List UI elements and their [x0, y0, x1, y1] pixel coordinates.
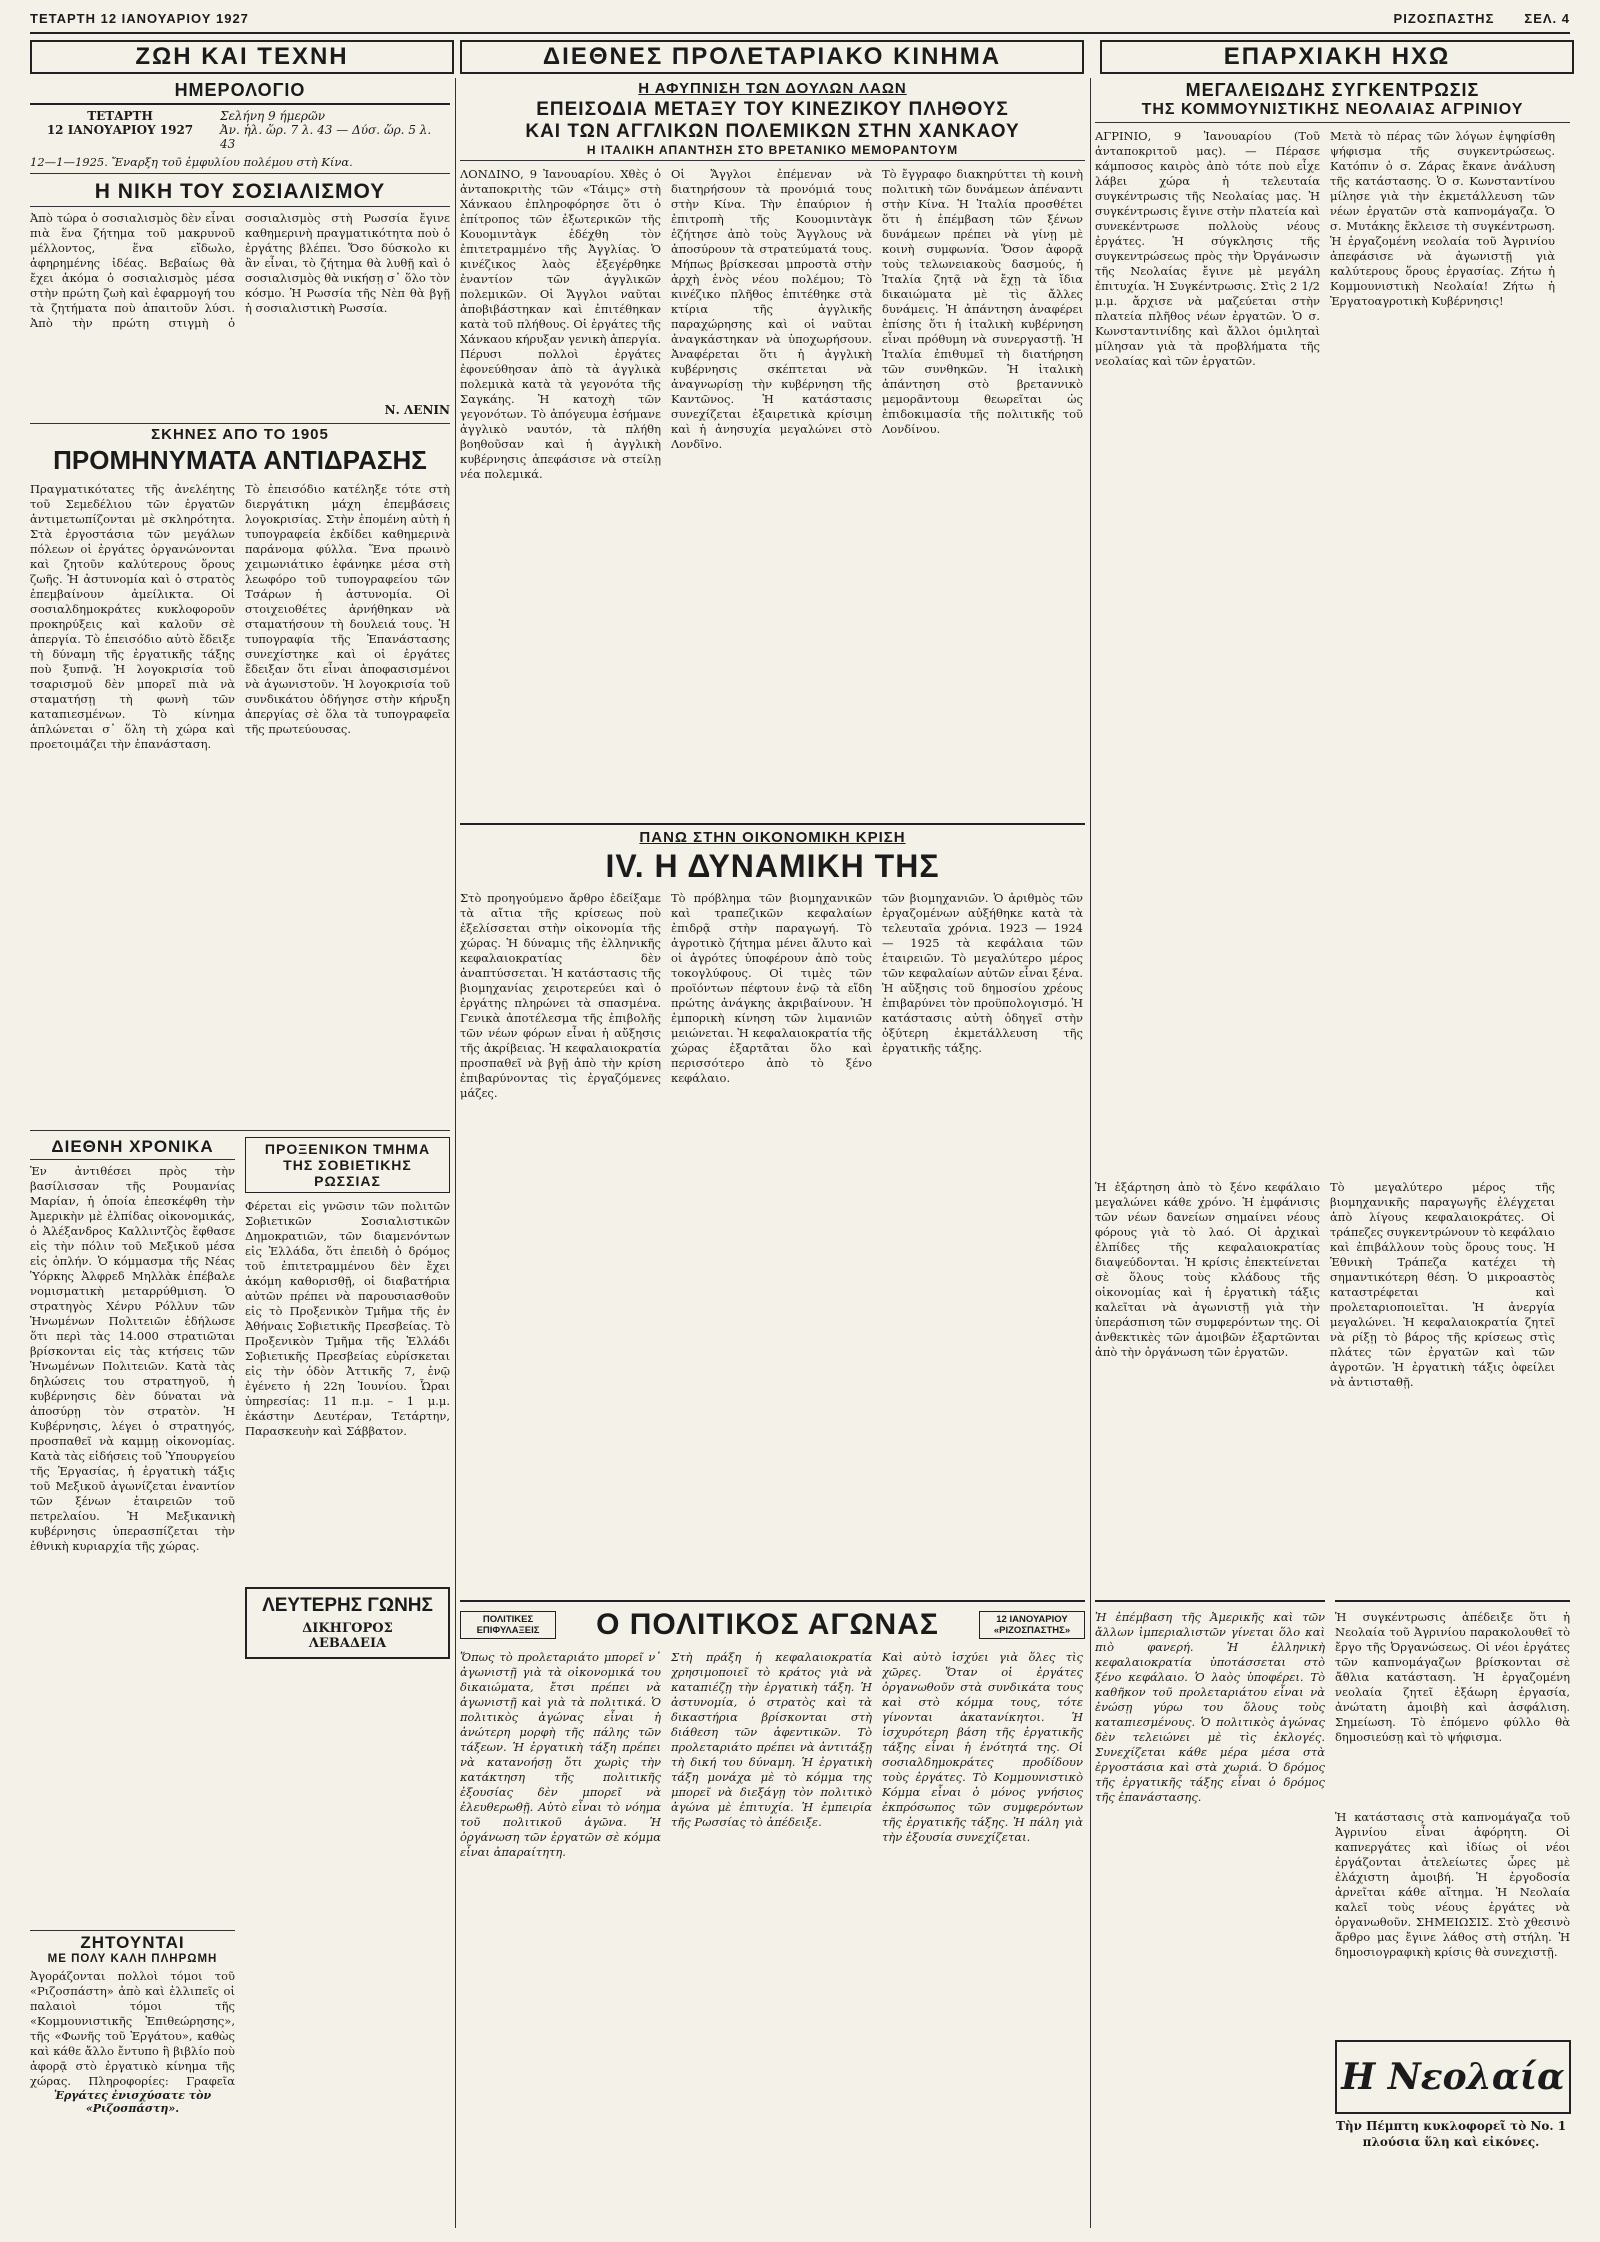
- consulate-body: Φέρεται εἰς γνῶσιν τῶν πολιτῶν Σοβιετικῶν Σοσιαλιστικῶν Δημοκρατιῶν, τῶν διαμενόντων εἰς Ἑλλάδα, ὅτι ἐπειδὴ ὁ δρόμος τοῦ ἐπιτετραμμένου δὲν ἔχει ἀκόμη καθορισθῇ, οἱ διαβατήρια αὐτῶν πρέπει νὰ παρουσιασθοῦν εἰς τὸ Προξενικὸν Τμῆμα τῆς ἐν Ἀθήναις Σοβιετικῆς Πρεσβείας. Τὸ Προξενικὸν Τμῆμα τῆς Ἑλλάδι Σοβιετικῆς Πρεσβείας εὑρίσκεται εἰς τὴν ὁδὸν Ἀττικῆς 7, ἐνῷ ἐγένετο ἡ 22η Ἰουνίου. Ὧραι ὑπηρεσίας: 11 π.μ. – 1 μ.μ. ἑκάστην Δευτέραν, Τετάρτην, Παρασκευὴν καὶ Σάββατον.: [245, 1199, 450, 1438]
- chronicle-body: Ἐν ἀντιθέσει πρὸς τὴν βασίλισσαν τῆς Ρουμανίας Μαρίαν, ἡ ὁποία ἐπεσκέφθη τὴν Ἀμερικὴν μὲ ἐλπίδας οἰκονομικάς, ὁ Ἀλέξανδρος Καλλιντζὸς ἔφθασε εἰς τὴν πόλιν τοῦ Μεξικοῦ μέσα εἰς ὁπλήν. Ὁ κόμμασμα τῆς Νέας Ὑόρκης Ἀλφρεδ Μηλλὰκ ἐπέβαλε νομισματικὴ μεταρρύθμιση. Ὁ στρατηγὸς Χένρυ Ρόλλυν τῶν Ἡνωμένων Πολιτειῶν ἐδήλωσε ὅτι περὶ τὰς 14.000 στρατιῶται βρίσκονται εἰς τὰς κτήσεις τῶν Ἡνωμένων Πολιτειῶν. Κατὰ τὰς δηλώσεις του στρατηγοῦ, ἡ κυβέρνησις δὲν δύναται νὰ ἀποσύρῃ τὸν στρατὸν. Ἡ Κυβέρνησις, λέγει ὁ στρατηγός, προσπαθεῖ νὰ καμμῃ οἰκονομίας. Κατὰ τὰς εἰδήσεις τοῦ Ὑπουργείου τῆς Ἐργασίας, ἡ ἐργατικὴ τάξις τοῦ Μεξικοῦ ἀγωνίζεται ἐναντίον τῶν ξένων ἑταιρειῶν τοῦ πετρελαίου. Ἡ Μεξικανικὴ κυβέρνησις ὑπερασπίζεται τὴν ἐθνικὴ κυριαρχία τῆς χώρας.: [30, 1164, 235, 1553]
- crisis-continuation: [1095, 1180, 1570, 1580]
- victory-signature: Ν. ΛΕΝΙΝ: [384, 403, 450, 417]
- politics-col3: Καὶ αὐτὸ ἰσχύει γιὰ ὅλες τὶς χῶρες. Ὅταν οἱ ἐργάτες ὀργανωθοῦν στὰ συνδικάτα τους καὶ στὸ κόμμα τους, τότε γίνονται ἀκατανίκητοι. Ἡ ἰσχυρότερη βάση τῆς ἐργατικῆς τάξης εἶναι ἡ ἑνότητά της. Οἱ σοσιαλδημοκράτες προδίδουν τοὺς ἐργάτες. Τὸ Κομμουνιστικὸ Κόμμα εἶναι ὁ μόνος γνήσιος ἐκπρόσωπος τῶν συμφερόντων τῆς ἐργατικῆς τάξης. Ἡ πάλη γιὰ τὴν ἐξουσία συνεχίζεται.: [882, 1650, 1083, 1844]
- consulate-column: [245, 1137, 450, 2115]
- awakening-title1: ΕΠΕΙΣΟΔΙΑ ΜΕΤΑΞΥ ΤΟΥ ΚΙΝΕΖΙΚΟΥ ΠΛΗΘΟΥΣ: [536, 99, 1009, 120]
- scenes-title: ΠΡΟΜΗΝΥΜΑΤΑ ΑΝΤΙΔΡΑΣΗΣ: [53, 445, 427, 475]
- calendar-date: 12 ΙΑΝΟΥΑΡΙΟΥ 1927: [46, 123, 194, 137]
- masthead-page: ΣΕΛ. 4: [1524, 10, 1570, 26]
- section-banner-center: ΔΙΕΘΝΕΣ ΠΡΟΛΕΤΑΡΙΑΚΟ ΚΙΝΗΜΑ: [460, 40, 1084, 74]
- politics-col4: Ἡ ἐπέμβαση τῆς Ἀμερικῆς καὶ τῶν ἄλλων ἱμπεριαλιστῶν γίνεται ὅλο καὶ πιὸ φανερή. Ἡ ἑλληνικὴ κεφαλαιοκρατία ὑποτάσσεται στὸ ξένο κεφάλαιο. Ὁ λαὸς ὑποφέρει. Τὸ καθῆκον τοῦ προλεταριάτου εἶναι νὰ ἑνώσῃ γύρω του ὅλους τοὺς καταπιεσμένους. Ὁ πολιτικὸς ἀγώνας δὲν τελειώνει μὲ τὶς ἐκλογές. Συνεχίζεται κάθε μέρα μέσα στὰ ἐργοστάσια καὶ στὰ χωριά. Ὁ δρόμος τῆς ἐργατικῆς τάξης εἶναι ὁ δρόμος τῆς ἐπανάστασης.: [1095, 1610, 1325, 1804]
- youth-title1: ΜΕΓΑΛΕΙΩΔΗΣ ΣΥΓΚΕΝΤΡΩΣΙΣ: [1185, 80, 1480, 100]
- youth-continuation: [1335, 1600, 1570, 2022]
- crisis-col2: Τὸ πρόβλημα τῶν βιομηχανικῶν καὶ τραπεζικῶν κεφαλαίων ἐπιδρᾷ στὴν παραγωγή. Τὸ ἀγροτικὸ ζήτημα μένει ἄλυτο καὶ οἱ ἀγρότες ὑποφέρουν ἀπὸ τοὺς τοκογλύφους. Οἱ τιμὲς τῶν προϊόντων πέφτουν ἐνῷ τὰ εἴδη πρώτης ἀνάγκης ἀκριβαίνουν. Ἡ ἐμπορικὴ κίνηση τῶν λιμανιῶν μειώνεται. Ἡ κεφαλαιοκρατία τῆς χώρας ἐξαρτᾶται ὅλο καὶ περισσότερο ἀπὸ τὸ ξένο κεφάλαιο.: [671, 891, 872, 1085]
- left-column: [30, 80, 450, 2230]
- masthead-paper: ΡΙΖΟΣΠΑΣΤΗΣ: [1393, 10, 1495, 26]
- youth-col1: ΑΓΡΙΝΙΟ, 9 Ἰανουαρίου (Τοῦ ἀνταποκριτοῦ μας). — Πέρασε κάμποσος καιρὸς ἀπὸ τότε ποὺ εἶχε λάβει χώρα ἡ τελευταία συγκέντρωσις τῆς Νεολαίας μας. Ἡ συγκέντρωσις ἔγινε στὴν πλατεία καὶ συνεκέντρωσε πολλοὺς νέους ἐργάτες. Ἡ σύγκλησις τῆς συγκεντρώσεως πρὸς τὴν Ὀργάνωσιν τῆς Νεολαίας ἔγινε μὲ μεγάλη ἐπιτυχία. Ἡ Συγκέντρωσις. Στὶς 2 1/2 μ.μ. ἄρχισε νὰ μαζεύεται στὴν πλατεία πλῆθος νέων ἐργατῶν. Ὁ σ. Κωνσταντινίδης καὶ ἄλλοι ὁμιληταὶ μίλησαν γιὰ τὰ προβλήματα τῆς νεολαίας καὶ τῶν ἐργατῶν.: [1095, 129, 1320, 368]
- chronicle-column: [30, 1137, 235, 2115]
- politics-continuation: [1095, 1600, 1325, 2232]
- masthead: [30, 8, 1570, 28]
- politics-title: Ο ΠΟΛΙΤΙΚΟΣ ΑΓΩΝΑΣ: [596, 1608, 939, 1641]
- awakening-columns: [460, 167, 1085, 817]
- victory-body: Ἀπὸ τώρα ὁ σοσιαλισμὸς δὲν εἶναι πιὰ ἕνα ζήτημα τοῦ μακρυνοῦ μέλλοντος, ἕνα εἴδωλο, ἀφηρημένης ἰδέας. Βεβαίως θὰ ἔχει ἀκόμα ὁ σοσιαλισμὸς μέσα στὴν πρώτη ζωὴ καὶ ἐφαρμογή του τὰ ζητήματα ποὺ ἀπαιτοῦν λύσι. Ἀπὸ τὴν πρώτη στιγμὴ ὁ σοσιαλισμὸς στὴ Ρωσσία ἔγινε καθημερινὴ πραγματικότητα ποὺ ὁ ἐργάτης βλέπει. Ὅσο δύσκολο κι ἂν εἶναι, τὸ ζήτημα θὰ λυθῇ καὶ ὁ σοσιαλισμὸς θὰ νικήσῃ σ᾽ ὅλο τὸν κόσμο. Ἡ Ρωσσία τῆς Νὲπ θὰ βγῇ ἡ σοσιαλιστικὴ Ρωσσία.: [30, 211, 450, 330]
- youth-columns: [1095, 129, 1570, 1169]
- crisis-kicker: ΠΑΝΩ ΣΤΗΝ ΟΙΚΟΝΟΜΙΚΗ ΚΡΙΣΗ: [639, 829, 906, 846]
- section-banner-left: ΖΩΗ ΚΑΙ ΤΕΧΝΗ: [30, 40, 454, 74]
- politics-columns: [460, 1650, 1085, 2210]
- scenes-body-left: Πραγματικότατες τῆς ἀνελέητης τοῦ Σεμεδέλιου τῶν ἐργατῶν ἀντιμετωπίζονται μὲ σκληρότητα. Στὰ ἐργοστάσια τῶν μεγάλων πόλεων οἱ ἐργάτες ὀργανώνονται καὶ ζητοῦν καλύτερους ὅρους ζωῆς. Ἡ ἀστυνομία καὶ ὁ στρατὸς ἐπεμβαίνουν ἀμείλικτα. Οἱ σοσιαλδημοκράτες κυκλοφοροῦν προκηρύξεις καὶ καλοῦν σὲ ἀπεργία. Τὸ ἐπεισόδιο αὐτὸ ἔδειξε τὴ δύναμη τῆς ἐργατικῆς τάξης ποὺ ξυπνᾷ. Ἡ λογοκρισία τοῦ τσαρισμοῦ δὲν μπορεῖ πιὰ νὰ σταματήσῃ τὴ φωνὴ τῶν καταπιεσμένων. Τὸ κίνημα ἁπλώνεται σ᾽ ὅλη τὴ χώρα καὶ προετοιμάζει τὴν ἐπανάσταση.: [30, 482, 235, 751]
- wanted-footer: Ἐργάτες ἐνισχύσατε τὸν «Ριζοσπάστη».: [53, 2089, 212, 2115]
- crisis-col1: Στὸ προηγούμενο ἄρθρο ἐδείξαμε τὰ αἴτια τῆς κρίσεως ποὺ ἐξελίσσεται στὴν οἰκονομία τῆς χώρας. Ἡ δύναμις τῆς ἐλληνικῆς κεφαλαιοκρατίας δὲν ἀναπτύσσεται. Ἡ κατάστασις τῆς βιομηχανίας χειροτερεύει καὶ ὁ ἐργάτης πληρώνει τὰ σπασμένα. Γενικὰ ἀποτέλεσμα τῆς ἐπιβολῆς τῶν νέων φόρων εἶναι ἡ αὔξησις τῆς ἀκρίβειας. Ἡ κεφαλαιοκρατία προσπαθεῖ νὰ βγῇ ἀπὸ τὴν κρίση ἐπιβαρύνοντας τὶς ἐργαζόμενες μάζες.: [460, 891, 661, 1100]
- lawyer-title: ΔΙΚΗΓΟΡΟΣ: [302, 1621, 393, 1636]
- wanted-title: ΖΗΤΟΥΝΤΑΙ: [30, 1930, 235, 1953]
- youth-col4: Ἡ κατάστασις στὰ καπνομάγαζα τοῦ Ἀγρινίου εἶναι ἀφόρητη. Οἱ καπνεργάτες καὶ ἰδίως οἱ νέοι ἐργάζονται ἀτελείωτες ὧρες μὲ ἐλάχιστη ἀμοιβή. Ἡ ἐργοδοσία ἀρνεῖται κάθε αἴτημα. Ἡ Νεολαία καλεῖ τοὺς νέους ἐργάτες νὰ ὀργανωθοῦν. ΣΗΜΕΙΩΣΙΣ. Στὸ χθεσινὸ ἄρθρο μας ἔγινε λάθος στὴ στήλη. Ἡ δημοσιογραφικὴ κρίσις θὰ συνεχιστῇ.: [1335, 1810, 1570, 1959]
- politics-left-box: ΠΟΛΙΤΙΚΕΣ ΕΠΙΦΥΛΑΞΕΙΣ: [460, 1611, 556, 1639]
- politics-right-box: 12 ΙΑΝΟΥΑΡΙΟΥ «ΡΙΖΟΣΠΑΣΤΗΣ»: [979, 1611, 1085, 1639]
- neolaia-ad-text: Τὴν Πέμπτη κυκλοφορεῖ τὸ Νο. 1 πλούσια ὕλη καὶ εἰκόνες.: [1335, 2119, 1567, 2149]
- crisis-columns: [460, 891, 1085, 1491]
- chronicle-title: ΔΙΕΘΝΗ ΧΡΟΝΙΚΑ: [30, 1137, 235, 1160]
- calendar-sun: Ἀν. ἡλ. ὥρ. 7 λ. 43 — Δύσ. ὥρ. 5 λ. 43: [220, 123, 432, 151]
- masthead-date: ΤΕΤΑΡΤΗ 12 ΙΑΝΟΥΑΡΙΟΥ 1927: [30, 10, 249, 26]
- wanted-subtitle: ΜΕ ΠΟΛΥ ΚΑΛΗ ΠΛΗΡΩΜΗ: [47, 1953, 218, 1965]
- right-column: [1095, 80, 1570, 1175]
- masthead-rule: [30, 32, 1570, 34]
- crisis-col3: τῶν βιομηχανιῶν. Ὁ ἀριθμὸς τῶν ἐργαζομένων αὐξήθηκε κατὰ τὰ τελευταῖα χρόνια. 1923 — 1924 — 1925 τὰ κεφάλαια τῶν ἑταιρειῶν. Τὸ μεγαλύτερο μέρος τῶν κεφαλαίων αὐτῶν εἶναι ξένα. Ἡ αὔξησις τοῦ δημοσίου χρέους ἐπιβαρύνει τὸν προϋπολογισμό. Ἡ κατάστασις αὐτὴ ὁδηγεῖ στὴν ὀξύτερη ἐκμετάλλευση τῆς ἐργατικῆς τάξης.: [882, 891, 1083, 1055]
- youth-col2: Μετὰ τὸ πέρας τῶν λόγων ἐψηφίσθη ψήφισμα τῆς συγκεντρώσεως. Κατόπιν ὁ σ. Ζάρας ἔκανε ἀνάλυση τῆς κατάστασης. Ὁ σ. Κωνσταντίνου μίλησε γιὰ τὴν ἐκμετάλλευση τῶν νέων ἐργατῶν στὰ καπνομάγαζα. Ὁ σ. Μυτάκης ἔκλεισε τὴ συγκέντρωση. Ἡ ἐργαζομένη νεολαία τοῦ Ἀγρινίου ἀπεφάσισε νὰ ἀγωνιστῇ γιὰ καλύτερους ὅρους ἐργασίας. Ζήτω ἡ Κομμουνιστικὴ Νεολαία! Ζήτω ἡ Ἐργατοαγροτικὴ Κυβέρνησις!: [1330, 129, 1555, 308]
- victory-title: Η ΝΙΚΗ ΤΟΥ ΣΟΣΙΑΛΙΣΜΟΥ: [30, 180, 450, 207]
- column-rule: [455, 78, 456, 2228]
- column-rule: [1090, 78, 1091, 2228]
- lower-left-columns: [30, 1130, 450, 2115]
- politics-header: [460, 1608, 1085, 1642]
- calendar-event: 12—1—1925. Ἔναρξη τοῦ ἐμφυλίου πολέμου στὴ Κίνα.: [30, 155, 450, 174]
- scenes-columns: [30, 482, 450, 1122]
- awakening-title2: ΚΑΙ ΤΩΝ ΑΓΓΛΙΚΩΝ ΠΟΛΕΜΙΚΩΝ ΣΤΗΝ ΧΑΝΚΑΟΥ: [525, 121, 1020, 142]
- crisis-col5: Τὸ μεγαλύτερο μέρος τῆς βιομηχανικῆς παραγωγῆς ἐλέγχεται ἀπὸ λίγους κεφαλαιοκράτες. Οἱ τράπεζες συγκεντρώνουν τὸ κεφάλαιο καὶ ἐπιβάλλουν τοὺς ὅρους τους. Ἡ Ἐθνικὴ Τράπεζα κατέχει τὴ σημαντικότερη θέση. Ὁ μικροαστὸς καταστρέφεται καὶ προλεταριοποιεῖται. Ἡ ἀνεργία μεγαλώνει. Ἡ κεφαλαιοκρατία ζητεῖ νὰ ρίξῃ τὸ βάρος τῆς κρίσεως στὶς πλάτες τῶν ἐργατῶν καὶ τῶν ἀγροτῶν. Ἡ ἐργατικὴ τάξις ὀφείλει νὰ ἀντισταθῇ.: [1330, 1180, 1555, 1389]
- crisis-article: [460, 823, 1085, 1491]
- lawyer-ad: [245, 1587, 450, 1659]
- neolaia-logo: [1335, 2040, 1571, 2114]
- calendar-moon: Σελήνη 9 ήμερῶν: [220, 109, 326, 123]
- calendar-block: [30, 109, 450, 151]
- section-banner-right: ΕΠΑΡΧΙΑΚΗ ΗΧΩ: [1100, 40, 1574, 74]
- calendar-title: ΗΜΕΡΟΛΟΓΙΟ: [30, 80, 450, 105]
- consulate-title: ΠΡΟΞΕΝΙΚΟΝ ΤΜΗΜΑ ΤΗΣ ΣΟΒΙΕΤΙΚΗΣ ΡΩΣΣΙΑΣ: [245, 1137, 450, 1193]
- crisis-col4: Ἡ ἐξάρτηση ἀπὸ τὸ ξένο κεφάλαιο μεγαλώνει κάθε χρόνο. Ἡ ἐμφάνισις τῶν νέων δανείων σημαίνει νέους φόρους γιὰ τὸ λαό. Οἱ ἀρχικαὶ ἐλπίδες τῆς κεφαλαιοκρατίας διαψεύδονται. Ἡ κρίσις ἐπεκτείνεται σὲ ὅλους τοὺς κλάδους τῆς οἰκονομίας καὶ ἡ ἐργατικὴ τάξις καλεῖται νὰ ἀγωνιστῇ γιὰ τὴν ὑπεράσπιση τῶν συμφερόντων της. Οἱ ἀνθεκτικὲς τῶν ἀμοιβῶν ἐξαρτῶνται ἀπὸ τὴν ὀργάνωση τῶν ἐργατῶν.: [1095, 1180, 1320, 1359]
- scenes-kicker: ΣΚΗΝΕΣ ΑΠΟ ΤΟ 1905: [30, 423, 450, 443]
- lawyer-place: ΛΕΒΑΔΕΙΑ: [308, 1636, 387, 1651]
- politics-col1: Ὅπως τὸ προλεταριάτο μπορεῖ ν᾽ ἀγωνιστῇ γιὰ τὰ οἰκονομικά του δικαιώματα, ἔτσι πρέπει νὰ ἀγωνιστῇ καὶ γιὰ τὰ πολιτικά. Ὁ πολιτικὸς ἀγώνας εἶναι ἡ ἀνώτερη μορφὴ τῆς πάλης τῶν τάξεων. Ἡ ἐργατικὴ τάξη πρέπει νὰ κατανοήσῃ ὅτι χωρὶς τὴν κατάκτηση τῆς πολιτικῆς ἐξουσίας δὲν μπορεῖ νὰ ἐλευθερωθῇ. Αὐτὸ εἶναι τὸ νόημα τοῦ πολιτικοῦ ἀγῶνα. Ἡ ὀργάνωση τῶν ἐργατῶν σὲ κόμμα εἶναι ἀπαραίτητη.: [460, 1650, 661, 1859]
- awakening-kicker: Η ΑΦΥΠΝΙΣΗ ΤΩΝ ΔΟΥΛΩΝ ΛΑΩΝ: [638, 80, 907, 97]
- calendar-day: ΤΕΤΑΡΤΗ: [87, 109, 153, 123]
- awakening-title3: Η ΙΤΑΛΙΚΗ ΑΠΑΝΤΗΣΗ ΣΤΟ ΒΡΕΤΑΝΙΚΟ ΜΕΜΟΡΑΝΤΟΥΜ: [460, 143, 1085, 161]
- neolaia-name: Η Νεολαία: [1341, 2056, 1565, 2098]
- crisis-title: IV. Η ΔΥΝΑΜΙΚΗ ΤΗΣ: [605, 848, 940, 884]
- lawyer-name: ΛΕΥΤΕΡΗΣ ΓΩΝΗΣ: [262, 1595, 433, 1616]
- scenes-body-right: Τὸ ἐπεισόδιο κατέληξε τότε στὴ διεργάτικη μάχη ἐπεμβάσεις λογοκρισίας. Στὴν ἐπομένη αὐτὴ ἡ τυπογραφεία ἐκδίδει καθημερινὰ παράνομα φύλλα. Ἕνα πρωινὸ χειμωνιάτικο ἐφάνηκε μέσα στὴ λεωφόρο τοῦ τυπογραφείου τῶν Τσάρων ἡ ἀστυνομία. Οἱ στοιχειοθέτες ἀρνήθηκαν νὰ σταματήσουν τὴ δουλειά τους. Ἡ τυπογραφία τῆς Ἐπανάστασης συνεχίστηκε καὶ οἱ ἐργάτες ἔδειξαν ὅτι εἶναι ἀποφασισμένοι νὰ ἀγωνιστοῦν. Ἡ λογοκρισία τοῦ συνδικάτου ὁδήγησε στὴν κήρυξη ἀπεργίας σὲ ὅλα τὰ τυπογραφεῖα τῆς πρωτεύουσας.: [245, 482, 450, 736]
- wanted-body: Ἀγοράζονται πολλοὶ τόμοι τοῦ «Ριζοσπάστη» ἀπὸ καὶ ἐλλιπεῖς οἱ παλαιοὶ τόμοι τῆς «Κομμουνιστικῆς Ἐπιθεώρησης», τῆς «Φωνῆς τοῦ Ἐργάτου», καθὼς καὶ κάθε ἄλλο ἔντυπο ἢ βιβλίο ποὺ ἀφορᾷ στὸ ἐργατικὸ κίνημα τῆς χώρας. Πληροφορίες: Γραφεῖα: [30, 1969, 235, 2088]
- politics-article: [460, 1600, 1085, 2232]
- awakening-col2: Οἱ Ἄγγλοι ἐπέμεναν νὰ διατηρήσουν τὰ προνόμιά τους στὴν Κίνα. Τὴν ἐπαύριον ἡ ἐπιτροπὴ τῆς Κουομιντὰγκ ἐζήτησε ἀπὸ τοὺς Ἄγγλους νὰ ἀποσύρουν τὰ στρατεύματά τους. Μήπως βρίσκεσαι μπροστὰ στὴν ἀρχὴ ἑνὸς νέου πολέμου; Τὸ κινέζικο πλῆθος ἐπιτέθηκε στὰ κτίρια τῆς ἀγγλικῆς παραχώρησης καὶ οἱ ναῦται ἀναγκάστηκαν νὰ ὑποχωρήσουν. Ἀναφέρεται ὅτι ἡ ἀγγλικὴ κυβέρνησις σκέπτεται νὰ ἀναγνωρίσῃ τὴν κυβέρνηση τῆς Καντῶνος. Ἡ κατάστασις συνεχίζεται ἐξαιρετικὰ κρίσιμη καὶ ἡ ἀνησυχία μεγαλώνει στὸ Λονδῖνο.: [671, 167, 872, 451]
- youth-title2: ΤΗΣ ΚΟΜΜΟΥΝΙΣΤΙΚΗΣ ΝΕΟΛΑΙΑΣ ΑΓΡΙΝΙΟΥ: [1095, 101, 1570, 123]
- politics-col2: Στὴ πράξη ἡ κεφαλαιοκρατία χρησιμοποιεῖ τὸ κράτος γιὰ νὰ καταπιέζῃ τὴν ἐργατικὴ τάξη. Ἡ ἀστυνομία, ὁ στρατὸς καὶ τὰ δικαστήρια βρίσκονται στὴ διάθεση τῶν ἀφεντικῶν. Τὸ προλεταριάτο πρέπει νὰ ἀντιτάξῃ τὴ δική του δύναμη. Ἡ ἐργατικὴ τάξη μονάχα μὲ τὸ κόμμα της μπορεῖ νὰ διεξάγῃ τὸν πολιτικὸ ἀγώνα μὲ ἐπιτυχία. Ἡ ἐμπειρία τῆς Ρωσσίας τὸ ἀπέδειξε.: [671, 1650, 872, 1829]
- awakening-col3: Τὸ ἔγγραφο διακηρύττει τὴ κοινὴ πολιτικὴ τῶν δυνάμεων ἀπέναντι στὴν Κίνα. Ἡ Ἰταλία προσθέτει ὅτι ἡ ἐπέμβαση τῶν ξένων δυνάμεων πρέπει νὰ γίνῃ μὲ κοινὴ συμφωνία. Ὅσον ἀφορᾷ τοὺς τελωνειακοὺς δασμούς, ἡ Ἰταλία ζητᾷ νὰ ἔχῃ τὰ ἴδια δικαιώματα μὲ τὶς ἄλλες δυνάμεις. Ἡ ἀπάντηση ἀναφέρει ἐπίσης ὅτι ἡ ἰταλικὴ κυβέρνηση εἶναι πρόθυμη νὰ συνεργαστῇ. Ἡ Ἰταλία ἐπιθυμεῖ τὴ διατήρηση τῶν συνθηκῶν. Ἡ ἰταλικὴ ἀπάντηση στὸ βρεταννικὸ μεμορᾶντουμ θεωρεῖται ὡς ἐπιδοκιμασία τῆς πολιτικῆς τοῦ Λονδίνου.: [882, 167, 1083, 436]
- awakening-col1: ΛΟΝΔΙΝΟ, 9 Ἰανουαρίου. Χθὲς ὁ ἀνταποκριτὴς τῶν «Τάιμς» στὴ Χάνκαου ἐπληροφόρησε ὅτι ὁ ἐπίτροπος τῶν ἐξωτερικῶν τῆς Κουομιντὰγκ ἐδέχθη τὸν ἐπιτετραμμένο τῆς Ἀγγλίας. Ὁ κινέζικος λαὸς ἐξεγέρθηκε ἐναντίον τῶν ἀγγλικῶν πολεμικῶν. Οἱ Ἄγγλοι ναῦται ἀποβιβάστηκαν καὶ ἐπιτέθηκαν κατὰ τοῦ πλήθους. Οἱ ἐργάτες τῆς Χάνκαου κήρυξαν γενικὴ ἀπεργία. Πέρυσι πολλοὶ ἐργάτες ἐφονεύθησαν ἀπὸ τὰ ἀγγλικὰ πολεμικὰ κατὰ τὰ γεγονότα τῆς Σαγκάης. Ἡ κατοχὴ τῶν γεγονότων. Τὸ ἀπόγευμα ἐσήμανε ἀγγλικὸ ναυτόν, τὰ πλήθη βοηθοῦσαν καὶ ἡ ἀγγλικὴ κυβέρνησις ἀπεφάσισε νὰ στείλῃ νέα πολεμικά.: [460, 167, 661, 481]
- youth-col3: Ἡ συγκέντρωσις ἀπέδειξε ὅτι ἡ Νεολαία τοῦ Ἀγρινίου παρακολουθεῖ τὸ ἔργο τῆς Ὀργανώσεως. Οἱ νέοι ἐργάτες τῶν καπνομάγαζων βρίσκονται σὲ ἄθλια κατάσταση. Ἡ ἐργαζομένη νεολαία ζητεῖ ἐξάωρη ἐργασία, ἀνώτατη ἀμοιβὴ καὶ ἀσφάλιση. Σημείωση. Τὸ ἐπόμενο φύλλο θὰ δημοσιεύσῃ καὶ τὸ ψήφισμα.: [1335, 1610, 1570, 1744]
